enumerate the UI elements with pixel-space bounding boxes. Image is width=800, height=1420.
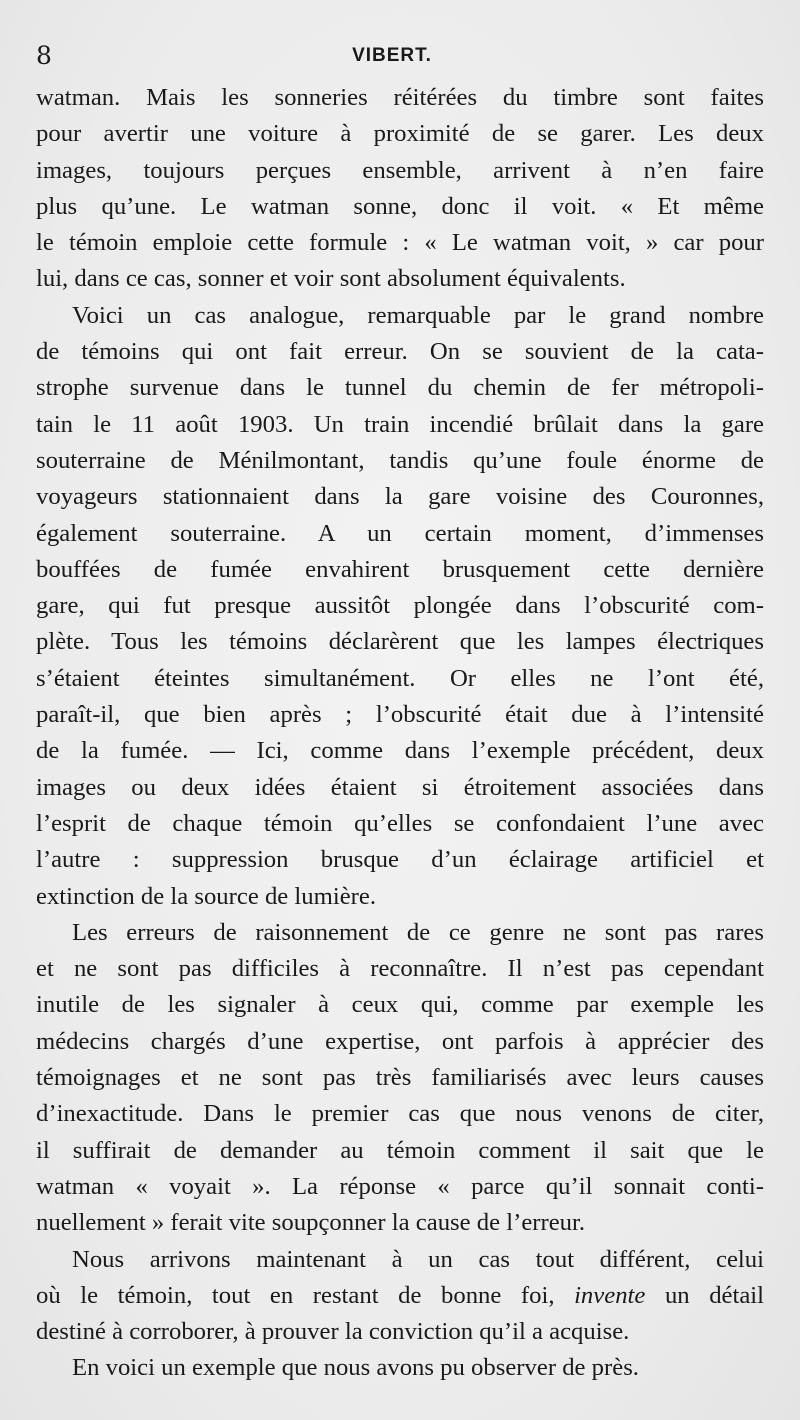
text-line: souterraine de Ménilmontant, tandis qu’une foule énorme de: [36, 446, 764, 474]
text-line: strophe survenue dans le tunnel du chemin de fer métropoli-: [36, 374, 764, 402]
running-head: VIBERT.: [352, 45, 432, 66]
text-line-with-emphasis: [36, 1278, 764, 1314]
text-line: Nous arrivons maintenant à un cas tout différent, celui: [72, 1245, 764, 1273]
text-line: plus qu’une. Le watman sonne, donc il voit. « Et même: [36, 192, 764, 220]
text-line: paraît-il, que bien après ; l’obscurité était due à l’intensité: [36, 701, 764, 729]
text-line: Voici un cas analogue, remarquable par le grand nombre: [72, 301, 764, 329]
text-line: nuellement » ferait vite soupçonner la cause de l’erreur.: [36, 1209, 586, 1237]
text-line: watman « voyait ». La réponse « parce qu’il sonnait conti-: [36, 1172, 764, 1200]
text-line: de la fumée. — Ici, comme dans l’exemple précédent, deux: [36, 737, 764, 765]
text-line: Les erreurs de raisonnement de ce genre ne sont pas rares: [72, 918, 764, 946]
text-line: bouffées de fumée envahirent brusquement cette dernière: [36, 555, 764, 583]
text-line: gare, qui fut presque aussitôt plongée dans l’obscurité com-: [36, 592, 764, 620]
text-line: d’inexactitude. Dans le premier cas que nous venons de citer,: [36, 1100, 764, 1128]
text-line: images ou deux idées étaient si étroitement associées dans: [36, 773, 764, 801]
text-line: extinction de la source de lumière.: [36, 882, 377, 910]
text-line: pour avertir une voiture à proximité de se garer. Les deux: [36, 120, 764, 148]
text-line: voyageurs stationnaient dans la gare voisine des Couronnes,: [36, 483, 764, 511]
text-line: En voici un exemple que nous avons pu observer de près.: [72, 1354, 639, 1382]
text-line: l’autre : suppression brusque d’un éclairage artificiel et: [36, 846, 764, 874]
text-segment: un détail: [664, 1281, 765, 1309]
text-line: le témoin emploie cette formule : « Le watman voit, » car pour: [36, 229, 764, 257]
text-line: destiné à corroborer, à prouver la conviction qu’il a acquise.: [36, 1318, 630, 1346]
text-line: médecins chargés d’une expertise, ont parfois à apprécier des: [36, 1027, 764, 1055]
text-line: lui, dans ce cas, sonner et voir sont absolument équivalents.: [36, 265, 626, 293]
text-line: et ne sont pas difficiles à reconnaître. Il n’est pas cependant: [36, 955, 764, 983]
text-line: plète. Tous les témoins déclarèrent que les lampes électriques: [36, 628, 764, 656]
page-header: [36, 36, 764, 76]
text-line: témoignages et ne sont pas très familiarisés avec leurs causes: [36, 1064, 764, 1092]
text-segment: où le témoin, tout en restant de bonne foi,: [36, 1281, 555, 1309]
text-line: s’étaient éteintes simultanément. Or elles ne l’ont été,: [36, 664, 764, 692]
page-number: 8: [36, 41, 52, 70]
emphasized-word: invente: [574, 1281, 646, 1309]
text-line: également souterraine. A un certain moment, d’immenses: [36, 519, 764, 547]
text-line: images, toujours perçues ensemble, arrivent à n’en faire: [36, 156, 764, 184]
text-line: tain le 11 août 1903. Un train incendié brûlait dans la gare: [36, 410, 764, 438]
text-line: l’esprit de chaque témoin qu’elles se confondaient l’une avec: [36, 809, 764, 837]
text-line: il suffirait de demander au témoin comment il sait que le: [36, 1136, 764, 1164]
text-line: de témoins qui ont fait erreur. On se souvient de la cata-: [36, 338, 764, 366]
text-line: watman. Mais les sonneries réitérées du timbre sont faites: [36, 84, 764, 111]
body-text: [36, 80, 764, 1387]
text-line: inutile de les signaler à ceux qui, comme par exemple les: [36, 991, 764, 1019]
